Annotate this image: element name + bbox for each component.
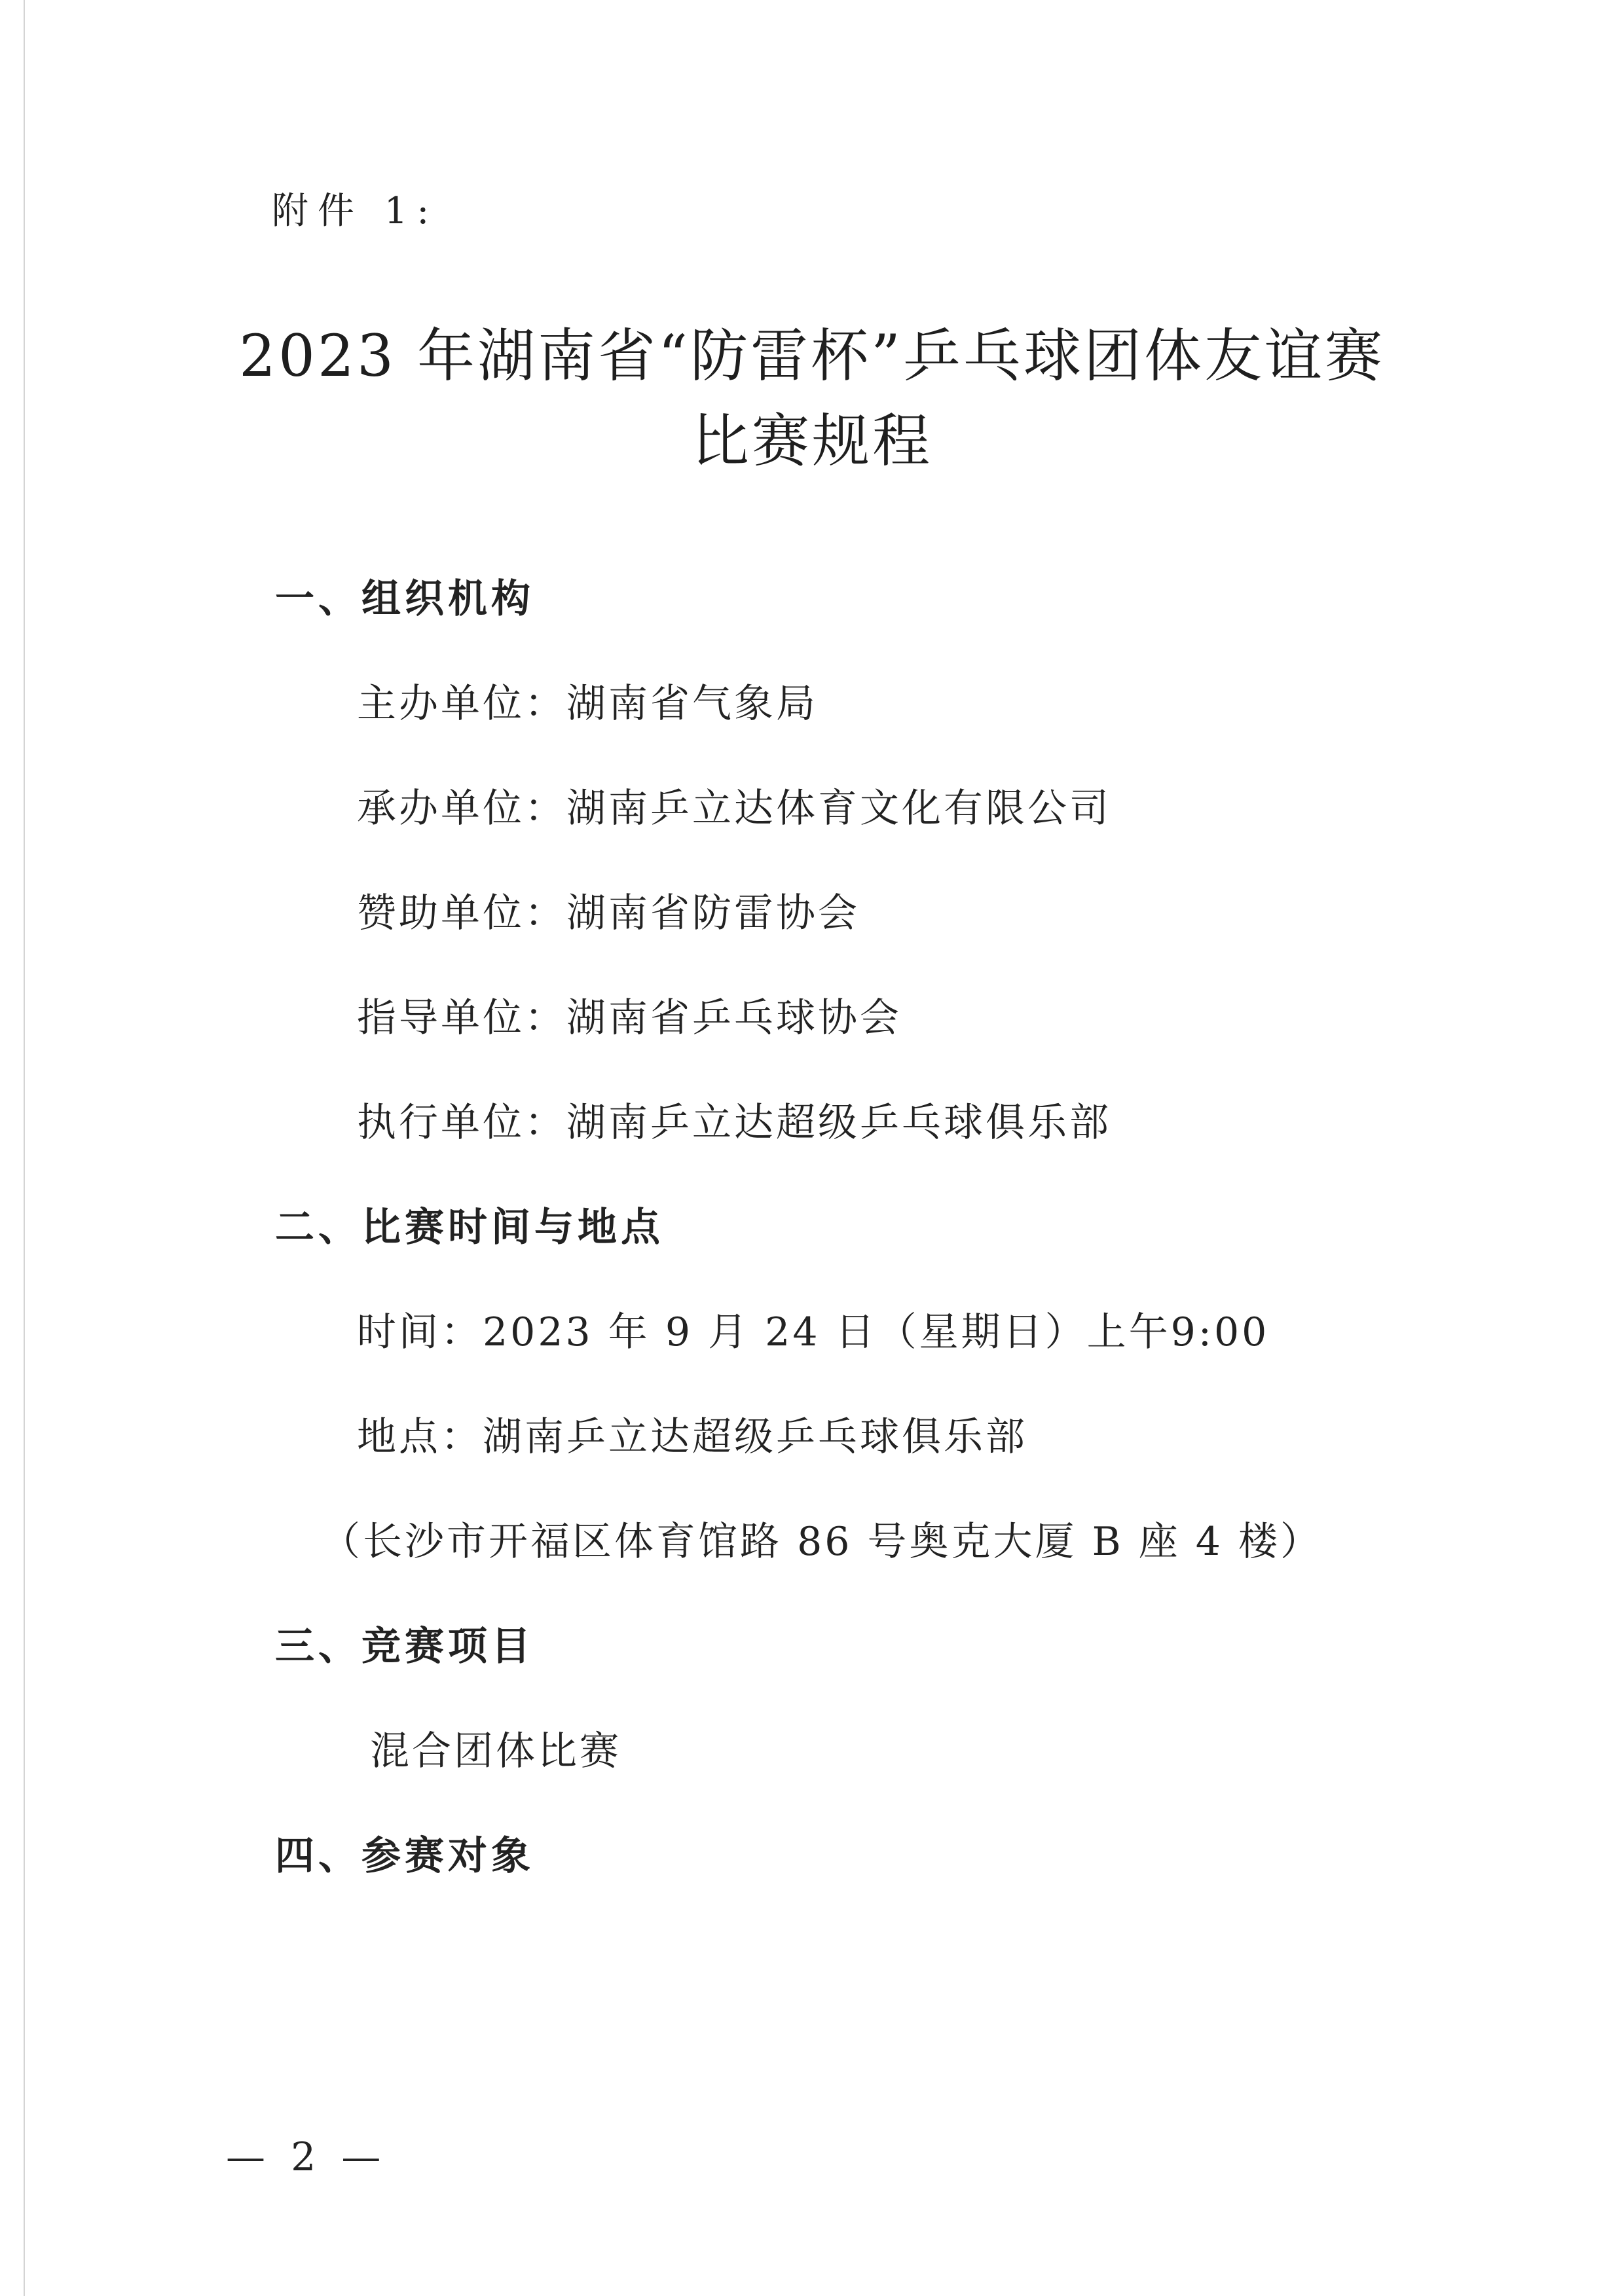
event-mixed-team: 混合团体比赛 <box>370 1728 621 1774</box>
sponsor-unit: 赞助单位：湖南省防雷协会 <box>357 890 860 936</box>
host-unit: 主办单位：湖南省气象局 <box>357 681 818 727</box>
page-number: — 2 — <box>226 2134 388 2180</box>
document-title-line-1: 2023 年湖南省“防雷杯”乒乓球团体友谊赛 <box>239 322 1385 390</box>
match-time: 时间：2023 年 9 月 24 日（星期日）上午9:00 <box>357 1309 1270 1355</box>
document-title-line-2: 比赛规程 <box>691 407 932 475</box>
executor-unit: 执行单位：湖南乒立达超级乒乓球俱乐部 <box>357 1100 1111 1146</box>
guidance-unit: 指导单位：湖南省乒乓球协会 <box>357 995 902 1041</box>
section-heading-time-venue: 二、比赛时间与地点 <box>275 1205 664 1250</box>
venue-address: （长沙市开福区体育馆路 86 号奥克大厦 B 座 4 楼） <box>321 1519 1323 1565</box>
attachment-label: 附件 1: <box>272 190 439 232</box>
section-heading-participants: 四、参赛对象 <box>275 1833 534 1879</box>
match-venue: 地点：湖南乒立达超级乒乓球俱乐部 <box>357 1414 1027 1460</box>
organizer-unit: 承办单位：湖南乒立达体育文化有限公司 <box>357 786 1111 831</box>
section-heading-events: 三、竞赛项目 <box>275 1624 534 1669</box>
section-heading-organization: 一、组织机构 <box>275 576 534 622</box>
